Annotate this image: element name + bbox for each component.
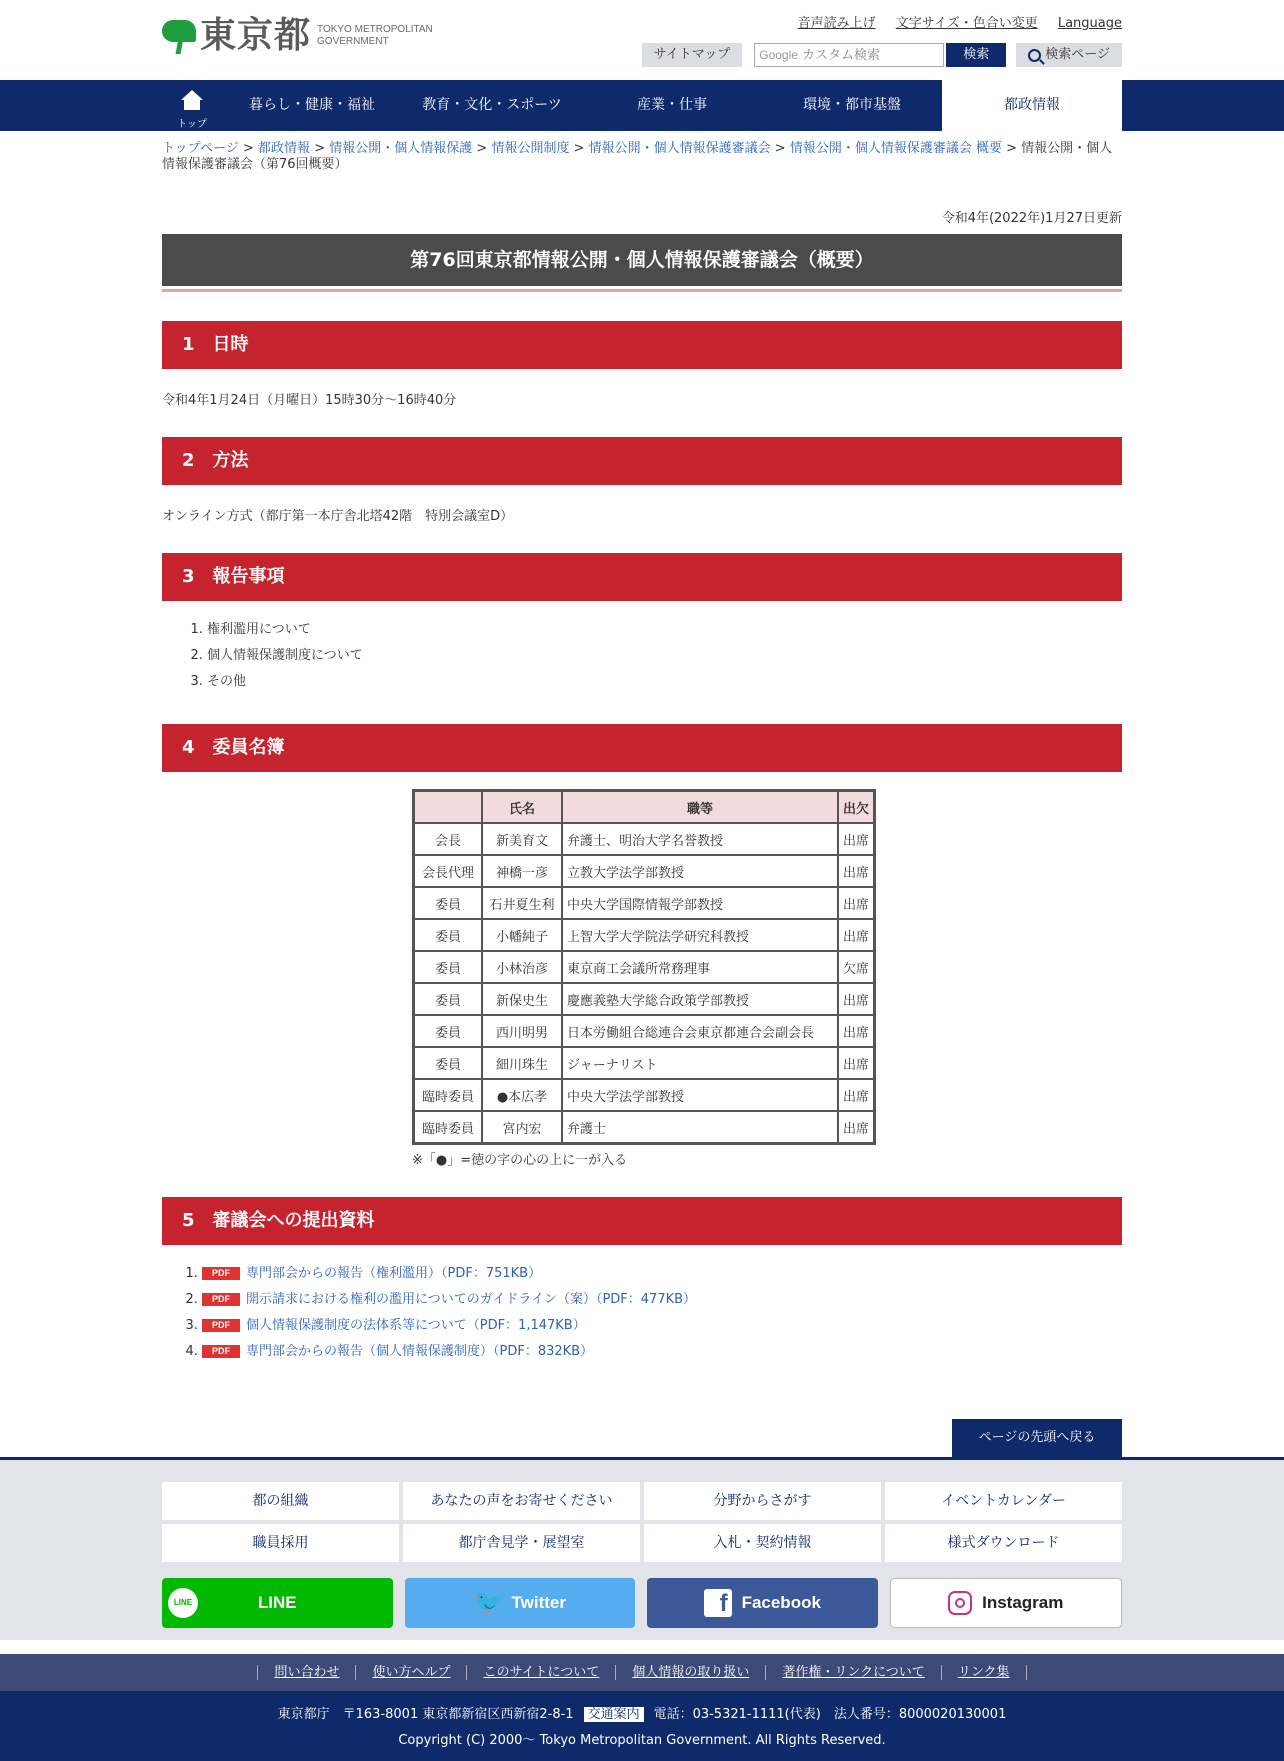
pdf-link[interactable]: 専門部会からの報告（権利濫用）（PDF：751KB） [246,1266,542,1281]
cell-attendance: 出席 [838,1079,874,1111]
footer-link-events[interactable]: イベントカレンダー [885,1482,1122,1520]
report-items-list [162,617,1122,695]
breadcrumb-link[interactable]: 都政情報 [258,141,311,156]
col-role [414,791,482,823]
nav-home-label: トップ [177,119,207,130]
search-input[interactable] [754,43,944,67]
col-name: 氏名 [482,791,562,823]
cell-attendance: 出席 [838,823,874,855]
breadcrumb [162,131,1122,173]
cell-position: 弁護士 [562,1111,838,1143]
table-row [414,1047,874,1079]
cell-role: 臨時委員 [414,1079,482,1111]
cell-role: 委員 [414,1047,482,1079]
ginkgo-logo-icon [162,18,198,54]
utility-links [782,12,1122,31]
cell-position: 東京商工会議所常務理事 [562,951,838,983]
breadcrumb-link[interactable]: 情報公開・個人情報保護審議会 概要 [789,141,1002,156]
list-item [202,1313,1122,1339]
main-content [162,131,1122,1457]
cell-role: 委員 [414,983,482,1015]
facebook-label: Facebook [741,1593,821,1612]
line-button[interactable] [162,1578,393,1628]
breadcrumb-link[interactable]: トップページ [162,141,239,156]
nav-item-government[interactable]: 都政情報 [942,80,1122,131]
twitter-label: Twitter [511,1593,566,1612]
list-item [202,1287,1122,1313]
facebook-icon: f [704,1589,732,1617]
breadcrumb-current: 情報公開・個人情報保護審議会（第76回概要） [162,141,1113,172]
cell-attendance: 出席 [838,919,874,951]
breadcrumb-separator: > [774,141,786,156]
pdf-link[interactable]: 開示請求における権利の濫用についてのガイドライン（案）（PDF：477KB） [246,1292,697,1307]
footer-nav [0,1457,1284,1640]
back-to-top-button[interactable]: ページの先頭へ戻る [952,1419,1122,1457]
facebook-button[interactable] [647,1578,878,1628]
nav-item-education[interactable]: 教育・文化・スポーツ [422,97,562,113]
footer-link-links[interactable]: リンク集 [941,1665,1027,1680]
breadcrumb-separator: > [242,141,254,156]
footer-grid [162,1482,1122,1562]
table-row [414,855,874,887]
cell-name: 小林治彦 [482,951,562,983]
list-item: 1. 権利濫用について [207,617,1122,643]
cell-role: 委員 [414,919,482,951]
list-item: 3. その他 [207,669,1122,695]
cell-role: 委員 [414,887,482,919]
footer-link-tour[interactable]: 都庁舎見学・展望室 [403,1524,640,1562]
table-header-row [414,791,874,823]
cell-position: 中央大学国際情報学部教授 [562,887,838,919]
footer-address-row [0,1702,1284,1728]
page-title: 第76回東京都情報公開・個人情報保護審議会（概要） [162,234,1122,286]
search-page-label: 検索ページ [1045,47,1110,62]
nav-item-living[interactable]: 暮らし・健康・福祉 [249,97,375,113]
search-icon [1028,49,1041,62]
cell-attendance: 欠席 [838,951,874,983]
cell-role: 会長 [414,823,482,855]
sitemap-button[interactable]: サイトマップ [642,43,743,67]
global-nav [0,80,1284,131]
cell-attendance: 出席 [838,1047,874,1079]
updated-date: 令和4年(2022年)1月27日更新 [941,211,1122,226]
cell-name: 石井夏生利 [482,887,562,919]
cell-role: 委員 [414,951,482,983]
footer-phone: 電話：03-5321-1111(代表) 法人番号：8000020130001 [653,1707,1007,1722]
cell-attendance: 出席 [838,1111,874,1143]
cell-role: 臨時委員 [414,1111,482,1143]
section-heading-method: 2 方法 [162,437,1122,485]
breadcrumb-separator: > [573,141,585,156]
pdf-link[interactable]: 専門部会からの報告（個人情報保護制度）（PDF：832KB） [246,1344,594,1359]
section-heading-datetime: 1 日時 [162,321,1122,369]
cell-position: 弁護士、明治大学名誉教授 [562,823,838,855]
table-row [414,823,874,855]
list-item [202,1261,1122,1287]
language-link[interactable]: Language [1057,16,1122,31]
pdf-icon: PDF [202,1267,240,1280]
cell-name: 新保史生 [482,983,562,1015]
search-placeholder: カスタム検索 [801,48,880,63]
table-row [414,951,874,983]
col-position: 職等 [562,791,838,823]
pdf-icon: PDF [202,1293,240,1306]
cell-attendance: 出席 [838,1015,874,1047]
materials-list [162,1261,1122,1365]
footer-link-feedback[interactable]: あなたの声をお寄せください [403,1482,640,1520]
table-row [414,919,874,951]
list-item [202,1339,1122,1365]
instagram-button[interactable] [890,1578,1123,1628]
nav-item-environment[interactable]: 環境・都市基盤 [803,97,901,113]
datetime-text: 令和4年1月24日（月曜日）15時30分～16時40分 [162,393,457,408]
cell-name: 細川珠生 [482,1047,562,1079]
table-row [414,1079,874,1111]
table-row [414,983,874,1015]
line-icon: LINE [168,1588,198,1618]
footer-link-recruit[interactable]: 職員採用 [162,1524,399,1562]
logo-text-jp: 東京都 [200,15,312,56]
pdf-icon: PDF [202,1319,240,1332]
search-button[interactable]: 検索 [946,43,1006,67]
table-row [414,1015,874,1047]
footer-link-help[interactable]: 使い方ヘルプ [355,1665,466,1680]
footer-link-about[interactable]: このサイトについて [466,1665,615,1680]
instagram-label: Instagram [982,1593,1064,1612]
instagram-icon [948,1591,972,1615]
home-icon [181,90,203,112]
search-row [642,43,1122,67]
pdf-link[interactable]: 個人情報保護制度の法体系等について（PDF：1,147KB） [246,1318,586,1333]
cell-name: 神橋一彦 [482,855,562,887]
title-divider [162,289,1122,292]
nav-item-industry[interactable]: 産業・仕事 [637,97,707,113]
nav-home[interactable] [162,80,222,131]
members-table [412,789,876,1145]
transit-link[interactable]: 交通案内 [584,1707,644,1722]
section-heading-members: 4 委員名簿 [162,724,1122,772]
footer-address: 東京都庁 〒163-8001 東京都新宿区西新宿2-8-1 [277,1707,574,1722]
breadcrumb-link[interactable]: 情報公開制度 [491,141,570,156]
voice-reading-link[interactable]: 音声読み上げ [797,16,876,31]
cell-attendance: 出席 [838,887,874,919]
cell-position: 日本労働組合総連合会東京都連合会副会長 [562,1015,838,1047]
list-item: 2. 個人情報保護制度について [207,643,1122,669]
breadcrumb-link[interactable]: 情報公開・個人情報保護審議会 [588,141,771,156]
section-heading-materials: 5 審議会への提出資料 [162,1197,1122,1245]
footer-copyright: Copyright (C) 2000～ Tokyo Metropolitan Government. All Rights Reserved. [398,1733,886,1748]
footer-links [0,1654,1284,1691]
cell-position: ジャーナリスト [562,1047,838,1079]
social-links [162,1578,1122,1628]
footer-link-bids[interactable]: 入札・契約情報 [644,1524,881,1562]
twitter-bird-icon: 🐦 [473,1589,504,1616]
col-attendance: 出欠 [838,791,874,823]
line-label: LINE [257,1593,297,1612]
cell-position: 慶應義塾大学総合政策学部教授 [562,983,838,1015]
cell-attendance: 出席 [838,855,874,887]
breadcrumb-separator: > [476,141,488,156]
cell-role: 委員 [414,1015,482,1047]
footer-link-forms[interactable]: 様式ダウンロード [885,1524,1122,1562]
cell-position: 中央大学法学部教授 [562,1079,838,1111]
google-brand-label: Google [759,48,798,62]
cell-name: ●本広孝 [482,1079,562,1111]
cell-name: 新美育文 [482,823,562,855]
site-header [162,0,1122,80]
footer-link-copyright[interactable]: 著作権・リンクについて [765,1665,940,1680]
table-row [414,1111,874,1143]
footer-link-organization[interactable]: 都の組織 [162,1482,399,1520]
cell-name: 小幡純子 [482,919,562,951]
cell-position: 上智大学大学院法学研究科教授 [562,919,838,951]
cell-name: 宮内宏 [482,1111,562,1143]
breadcrumb-separator: > [314,141,326,156]
cell-name: 西川明男 [482,1015,562,1047]
footer-link-privacy[interactable]: 個人情報の取り扱い [615,1665,765,1680]
footer-link-contact[interactable]: 問い合わせ [257,1665,355,1680]
twitter-button[interactable] [405,1578,636,1628]
tokyo-logo[interactable] [162,15,433,56]
search-page-button[interactable] [1016,43,1122,67]
cell-attendance: 出席 [838,983,874,1015]
breadcrumb-separator: > [1006,141,1018,156]
section-heading-report: 3 報告事項 [162,553,1122,601]
footer-bottom [0,1691,1284,1761]
table-note: ※「●」=徳の字の心の上に一が入る [412,1153,628,1168]
cell-role: 会長代理 [414,855,482,887]
method-text: オンライン方式（都庁第一本庁舎北塔42階 特別会議室D） [162,509,514,524]
cell-position: 立教大学法学部教授 [562,855,838,887]
breadcrumb-link[interactable]: 情報公開・個人情報保護 [329,141,473,156]
footer-link-by-field[interactable]: 分野からさがす [644,1482,881,1520]
logo-text-en: TOKYO METROPOLITAN GOVERNMENT [317,24,433,47]
table-row [414,887,874,919]
pdf-icon: PDF [202,1345,240,1358]
font-color-settings-link[interactable]: 文字サイズ・色合い変更 [895,16,1038,31]
